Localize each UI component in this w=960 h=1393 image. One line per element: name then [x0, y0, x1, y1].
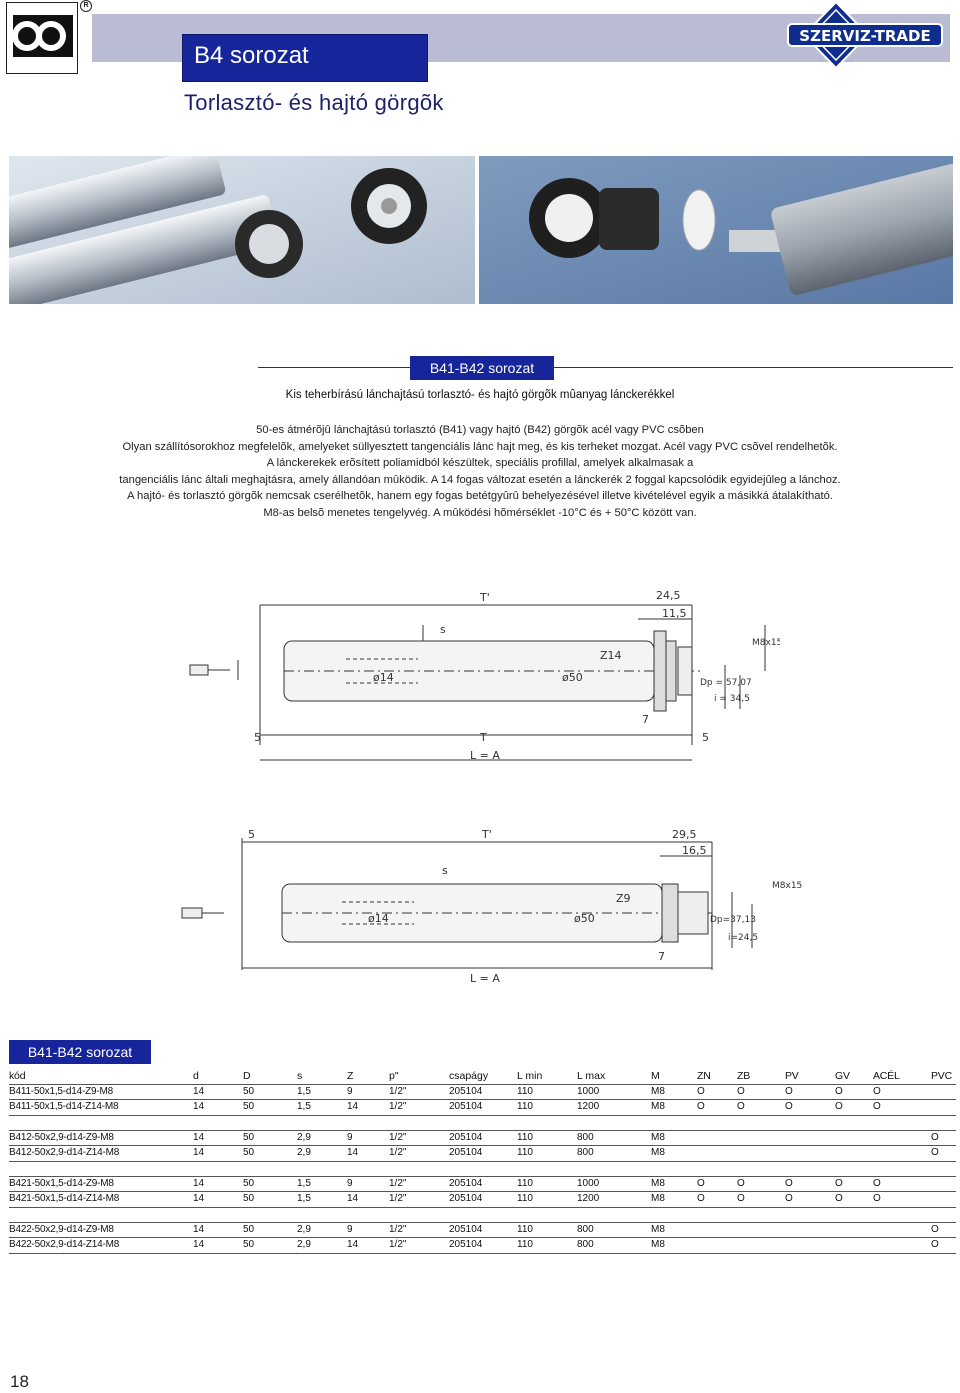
- table-cell: O: [931, 1239, 939, 1250]
- table-cell: O: [931, 1223, 939, 1235]
- table-cell: 14: [347, 1147, 359, 1158]
- table-cell: O: [737, 1193, 745, 1204]
- col-header: csapágy: [449, 1070, 489, 1082]
- dim-24-5: 24,5: [656, 589, 681, 602]
- series-title: B4 sorozat: [194, 42, 309, 69]
- registered-mark: R: [80, 0, 92, 12]
- table-cell: 9: [347, 1085, 353, 1097]
- table-spacer-row: [9, 1116, 956, 1131]
- table-header-row: [9, 1069, 956, 1085]
- table-cell: 9: [347, 1223, 353, 1235]
- col-header: ACÉL: [873, 1070, 900, 1082]
- table-cell: 205104: [449, 1147, 483, 1158]
- col-header: D: [243, 1070, 251, 1082]
- table-cell: M8: [651, 1147, 665, 1158]
- col-header: s: [297, 1070, 303, 1082]
- page-number: 18: [10, 1372, 29, 1391]
- dim-left-5: 5: [254, 731, 261, 744]
- table-cell: M8: [651, 1177, 665, 1189]
- description-line: Olyan szállítósorokhoz megfelelõk, amelyeket süllyesztett tangenciális lánc hajt meg, és kis terheket mozgat. Acél vagy PVC csõvel rendelhetõk.: [122, 440, 838, 453]
- label-d50: ø50: [562, 671, 583, 684]
- table-cell: O: [785, 1085, 793, 1097]
- table-cell: 205104: [449, 1193, 483, 1204]
- col-header: M: [651, 1070, 660, 1082]
- description-line: tangenciális lánc általi meghajtásra, amely állandóan mûködik. A 14 fogas változat esetén a lánckerék 2 foggal kapcsolódik egyidejûleg a lánchoz.: [119, 473, 841, 486]
- table-cell: 110: [517, 1223, 533, 1235]
- table-cell: 1/2": [389, 1193, 407, 1204]
- table-cell: M8: [651, 1085, 665, 1097]
- dim-t: T: [480, 731, 487, 744]
- table-cell: 50: [243, 1239, 255, 1250]
- table-cell: 14: [193, 1101, 205, 1112]
- dim-16-5: 16,5: [682, 844, 707, 857]
- table-cell: 14: [193, 1147, 205, 1158]
- table-cell: O: [697, 1193, 705, 1204]
- table-cell: 2,9: [297, 1147, 311, 1158]
- table-label: B41-B42 sorozat: [27, 1044, 133, 1060]
- dim-left-5: 5: [248, 828, 255, 841]
- table-cell: 14: [347, 1101, 359, 1112]
- technical-drawing-z9: [172, 818, 812, 993]
- table-cell: 1/2": [389, 1131, 407, 1143]
- table-row: [9, 1146, 956, 1162]
- table-cell: 14: [347, 1193, 359, 1204]
- table-cell: O: [737, 1085, 745, 1097]
- table-cell: 110: [517, 1147, 533, 1158]
- table-cell: 110: [517, 1131, 533, 1143]
- dim-s: s: [442, 864, 448, 877]
- table-cell: 1,5: [297, 1193, 311, 1204]
- table-cell: O: [835, 1085, 843, 1097]
- table-cell: 110: [517, 1101, 533, 1112]
- table-cell: 9: [347, 1177, 353, 1189]
- product-code: B422-50x2,9-d14-Z9-M8: [9, 1223, 114, 1235]
- label-z9: Z9: [616, 892, 631, 905]
- table-cell: O: [737, 1177, 745, 1189]
- table-cell: 205104: [449, 1239, 483, 1250]
- table-cell: 2,9: [297, 1223, 311, 1235]
- table-row: [9, 1085, 956, 1101]
- table-cell: M8: [651, 1193, 665, 1204]
- col-header: kód: [9, 1070, 26, 1082]
- table-cell: 1,5: [297, 1101, 311, 1112]
- table-cell: O: [873, 1085, 881, 1097]
- table-cell: O: [785, 1193, 793, 1204]
- table-cell: O: [931, 1147, 939, 1158]
- table-cell: O: [835, 1177, 843, 1189]
- product-code: B411-50x1,5-d14-Z9-M8: [9, 1085, 114, 1097]
- table-cell: O: [697, 1101, 705, 1112]
- table-cell: 205104: [449, 1085, 483, 1097]
- table-cell: 9: [347, 1131, 353, 1143]
- table-cell: M8: [651, 1101, 665, 1112]
- product-code: B412-50x2,9-d14-Z9-M8: [9, 1131, 114, 1143]
- table-cell: 205104: [449, 1223, 483, 1235]
- table-cell: O: [931, 1131, 939, 1143]
- table-cell: O: [873, 1193, 881, 1204]
- table-cell: 1/2": [389, 1177, 407, 1189]
- dim-7: 7: [642, 713, 649, 726]
- label-m8x15: M8x15: [772, 881, 803, 891]
- table-cell: O: [873, 1177, 881, 1189]
- table-cell: 14: [193, 1085, 205, 1097]
- table-cell: 205104: [449, 1101, 483, 1112]
- table-cell: 50: [243, 1193, 255, 1204]
- table-cell: O: [697, 1177, 705, 1189]
- dim-l-a: L = A: [470, 972, 500, 985]
- dim-7: 7: [658, 950, 665, 963]
- table-cell: 800: [577, 1131, 594, 1143]
- col-header: p": [389, 1070, 399, 1082]
- table-cell: 14: [193, 1223, 205, 1235]
- table-cell: 50: [243, 1177, 255, 1189]
- table-cell: 800: [577, 1239, 594, 1250]
- table-row: [9, 1100, 956, 1116]
- brand-logo: [780, 0, 950, 70]
- col-header: PVC: [931, 1070, 952, 1082]
- table-cell: O: [785, 1177, 793, 1189]
- table-cell: 1200: [577, 1101, 600, 1112]
- dim-t-prime: T': [482, 828, 492, 841]
- product-photo: [9, 156, 953, 304]
- table-cell: 110: [517, 1177, 533, 1189]
- roller-photo-illustration: [9, 156, 953, 304]
- label-d50: ø50: [574, 912, 595, 925]
- table-cell: 14: [193, 1177, 205, 1189]
- table-cell: M8: [651, 1239, 665, 1250]
- col-header: PV: [785, 1070, 799, 1082]
- dim-s: s: [440, 623, 446, 636]
- table-body: [9, 1085, 956, 1254]
- dim-right-5: 5: [702, 731, 709, 744]
- table-cell: 14: [347, 1239, 359, 1250]
- section-label: B41-B42 sorozat: [429, 360, 535, 376]
- company-logo: [6, 2, 78, 74]
- table-cell: 2,9: [297, 1239, 311, 1250]
- page-subtitle: Torlasztó- és hajtó görgõk: [184, 90, 444, 115]
- table-cell: 1/2": [389, 1147, 407, 1158]
- table-row: [9, 1131, 956, 1147]
- table-cell: 1,5: [297, 1085, 311, 1097]
- table-cell: O: [737, 1101, 745, 1112]
- product-code: B422-50x2,9-d14-Z14-M8: [9, 1239, 120, 1250]
- table-row: [9, 1192, 956, 1208]
- product-description: [60, 422, 900, 522]
- dim-29-5: 29,5: [672, 828, 697, 841]
- table-cell: 1/2": [389, 1085, 407, 1097]
- table-cell: 205104: [449, 1131, 483, 1143]
- table-spacer-row: [9, 1162, 956, 1177]
- brand-name: SZERVIZ-TRADE: [799, 27, 931, 45]
- technical-drawing-z14: [180, 585, 780, 785]
- description-line: A lánckerekek erõsített poliamidból készültek, speciális profillal, amelyek alkalmasak a: [266, 457, 694, 470]
- table-cell: O: [835, 1193, 843, 1204]
- table-cell: 50: [243, 1101, 255, 1112]
- label-d14: ø14: [373, 671, 394, 684]
- col-header: Z: [347, 1070, 354, 1082]
- table-cell: 1200: [577, 1193, 600, 1204]
- table-cell: 2,9: [297, 1131, 311, 1143]
- col-header: L max: [577, 1070, 606, 1082]
- table-cell: 205104: [449, 1177, 483, 1189]
- table-row: [9, 1238, 956, 1254]
- table-cell: O: [835, 1101, 843, 1112]
- table-cell: 110: [517, 1085, 533, 1097]
- product-code: B421-50x1,5-d14-Z9-M8: [9, 1177, 114, 1189]
- table-cell: 50: [243, 1131, 255, 1143]
- table-cell: M8: [651, 1223, 665, 1235]
- table-row: [9, 1223, 956, 1239]
- label-dp: Dp=37,13: [710, 915, 756, 925]
- col-header: ZN: [697, 1070, 711, 1082]
- table-cell: 1/2": [389, 1223, 407, 1235]
- table-cell: 14: [193, 1131, 205, 1143]
- col-header: ZB: [737, 1070, 751, 1082]
- table-cell: 50: [243, 1223, 255, 1235]
- label-dp: Dp = 57,07: [700, 678, 752, 688]
- table-cell: 800: [577, 1147, 594, 1158]
- table-cell: 1,5: [297, 1177, 311, 1189]
- table-cell: 800: [577, 1223, 594, 1235]
- label-d14: ø14: [368, 912, 389, 925]
- table-cell: 1/2": [389, 1239, 407, 1250]
- product-code: B421-50x1,5-d14-Z14-M8: [9, 1193, 120, 1204]
- description-line: M8-as belsõ menetes tengelyvég. A mûködési hõmérséklet -10°C és + 50°C között van.: [263, 506, 697, 519]
- spec-table: [9, 1069, 956, 1254]
- label-m8x15: M8x15: [752, 638, 780, 648]
- table-cell: 50: [243, 1085, 255, 1097]
- table-cell: 14: [193, 1193, 205, 1204]
- label-z14: Z14: [600, 649, 622, 662]
- section-rule: [258, 367, 953, 368]
- table-cell: O: [697, 1085, 705, 1097]
- company-logo-mark: [7, 3, 77, 73]
- table-cell: O: [785, 1101, 793, 1112]
- table-cell: 110: [517, 1193, 533, 1204]
- label-i: i=24,5: [728, 933, 759, 943]
- product-code: B412-50x2,9-d14-Z14-M8: [9, 1147, 120, 1158]
- table-cell: 110: [517, 1239, 533, 1250]
- table-cell: 1000: [577, 1177, 600, 1189]
- col-header: d: [193, 1070, 199, 1082]
- label-i: i = 34,5: [714, 694, 750, 704]
- description-line: 50-es átmérõjû lánchajtású torlasztó (B41) vagy hajtó (B42) görgõk acél vagy PVC csõben: [256, 424, 704, 436]
- section-subtitle: Kis teherbírású lánchajtású torlasztó- és hajtó görgõk mûanyag lánckerékkel: [285, 389, 675, 401]
- table-cell: 14: [193, 1239, 205, 1250]
- dim-11-5: 11,5: [662, 607, 687, 620]
- dim-t-prime: T': [480, 591, 490, 604]
- product-code: B411-50x1,5-d14-Z14-M8: [9, 1101, 119, 1112]
- table-cell: 50: [243, 1147, 255, 1158]
- description-line: A hajtó- és torlasztó görgõk nemcsak cserélhetõk, hanem egy fogas betétgyûrû behelyezésével illetve kivételével egyik a másikká átalakítható.: [127, 490, 833, 503]
- table-cell: O: [873, 1101, 881, 1112]
- table-cell: 1/2": [389, 1101, 407, 1112]
- table-spacer-row: [9, 1208, 956, 1223]
- col-header: L min: [517, 1070, 543, 1082]
- dim-l-a: L = A: [470, 749, 500, 762]
- table-cell: M8: [651, 1131, 665, 1143]
- col-header: GV: [835, 1070, 850, 1082]
- table-row: [9, 1177, 956, 1193]
- table-cell: 1000: [577, 1085, 600, 1097]
